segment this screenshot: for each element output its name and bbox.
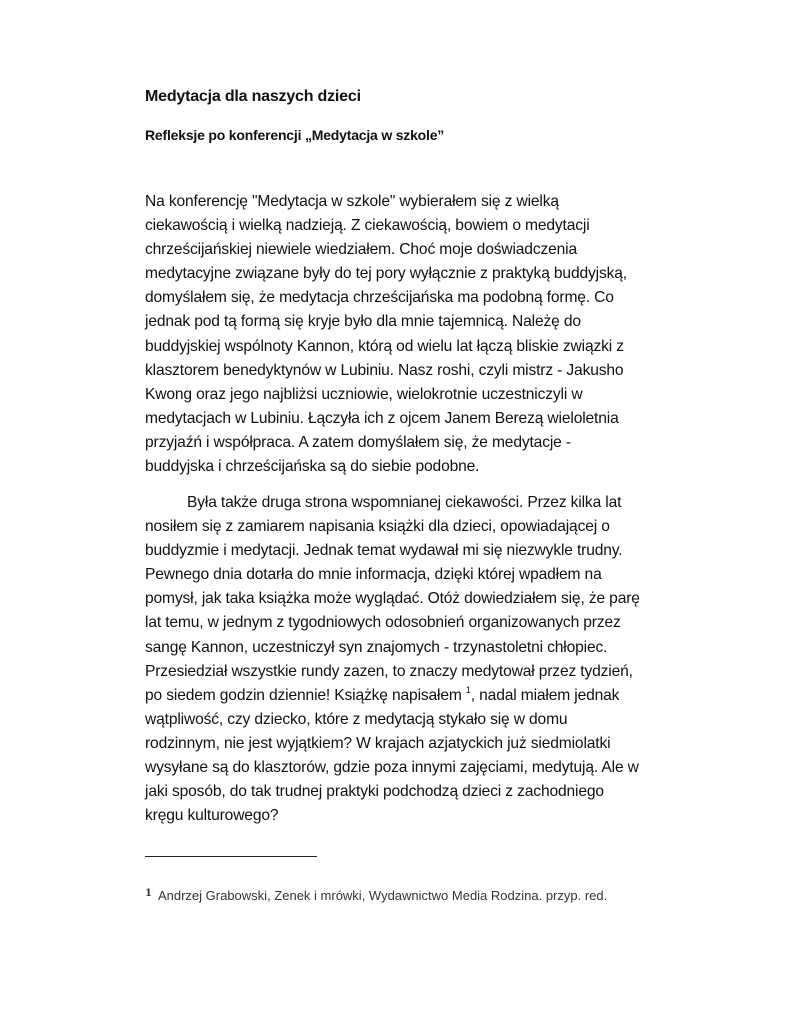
paragraph-line: Na konferencję "Medytacja w szkole" wybierałem się z wielką — [145, 193, 559, 210]
paragraph-line: jednak pod tą formą się kryje było dla mnie tajemnicą. Należę do — [145, 313, 581, 331]
paragraph-line: lat temu, w jednym z tygodniowych odosobnień organizowanych przez — [145, 614, 621, 632]
footnote — [145, 888, 607, 903]
paragraph-line: przyjaźń i współpraca. A zatem domyślałem się, że medytacje - — [145, 433, 571, 451]
paragraph-2 — [145, 491, 655, 828]
paragraph-line: Była także druga strona wspomnianej ciekawości. Przez kilka lat — [187, 494, 622, 511]
document-subtitle: Refleksje po konferencji „Medytacja w szkole” — [145, 127, 445, 143]
paragraph-line: klasztorem benedyktynów w Lubiniu. Nasz roshi, czyli mistrz - Jakusho — [145, 361, 624, 379]
paragraph-line: ciekawością i wielką nadzieją. Z ciekawością, bowiem o medytacji — [145, 217, 590, 235]
paragraph-line: buddyzmie i medytacji. Jednak temat wydawał mi się niezwykle trudny. — [145, 542, 623, 560]
paragraph-line: medytacyjne związane były do tej pory wyłącznie z praktyką buddyjską, — [145, 265, 627, 283]
paragraph-line: wątpliwość, czy dziecko, które z medytacją stykało się w domu — [145, 710, 568, 728]
footnote-text: Andrzej Grabowski, Zenek i mrówki, Wydawnictwo Media Rodzina. przyp. red. — [157, 888, 608, 903]
paragraph-line: pomysł, jak taka książka może wyglądać. Otóż dowiedziałem się, że parę — [145, 590, 640, 608]
paragraph-line: domyślałem się, że medytacja chrześcijańska ma podobną formę. Co — [145, 289, 614, 307]
footnote-mark: 1 — [145, 888, 152, 899]
footnote-reference-mark[interactable]: 1 — [465, 684, 471, 695]
paragraph-text-segment: , nadal miałem jednak — [470, 686, 620, 704]
paragraph-line: Przesiedział wszystkie rundy zazen, to znaczy medytował przez tydzień, — [145, 662, 633, 680]
paragraph-line: buddyjskiej wspólnoty Kannon, którą od wielu lat łączą bliskie związki z — [145, 337, 624, 355]
document-title: Medytacja dla naszych dzieci — [145, 88, 361, 105]
paragraph-line: Pewnego dnia dotarła do mnie informacja, dzięki której wpadłem na — [145, 566, 602, 584]
paragraph-line: jaki sposób, do tak trudnej praktyki podchodzą dzieci z zachodniego — [145, 783, 604, 801]
paragraph-text-segment: po siedem godzin dziennie! Książkę napisałem — [145, 686, 466, 704]
paragraph-line: wysyłane są do klasztorów, gdzie poza innymi zajęciami, medytują. Ale w — [145, 759, 639, 777]
paragraph-line: Kwong oraz jego najbliżsi uczniowie, wielokrotnie uczestniczyli w — [145, 385, 583, 403]
paragraph-line: chrześcijańskiej niewiele wiedziałem. Choć moje doświadczenia — [145, 241, 578, 259]
paragraph-line: medytacjach w Lubiniu. Łączyła ich z ojcem Janem Berezą wieloletnia — [145, 409, 619, 427]
paragraph-line: kręgu kulturowego? — [145, 807, 279, 825]
paragraph-line: rodzinnym, nie jest wyjątkiem? W krajach azjatyckich już siedmiolatki — [145, 734, 611, 752]
paragraph-1 — [145, 190, 655, 479]
paragraph-line: buddyjska i chrześcijańska są do siebie podobne. — [145, 458, 480, 476]
footnote-reference-line — [145, 684, 655, 708]
paragraph-line: nosiłem się z zamiarem napisania książki dla dzieci, opowiadającej o — [145, 518, 610, 536]
footnote-separator — [145, 856, 317, 857]
paragraph-line: sangę Kannon, uczestniczył syn znajomych - trzynastoletni chłopiec. — [145, 638, 608, 656]
